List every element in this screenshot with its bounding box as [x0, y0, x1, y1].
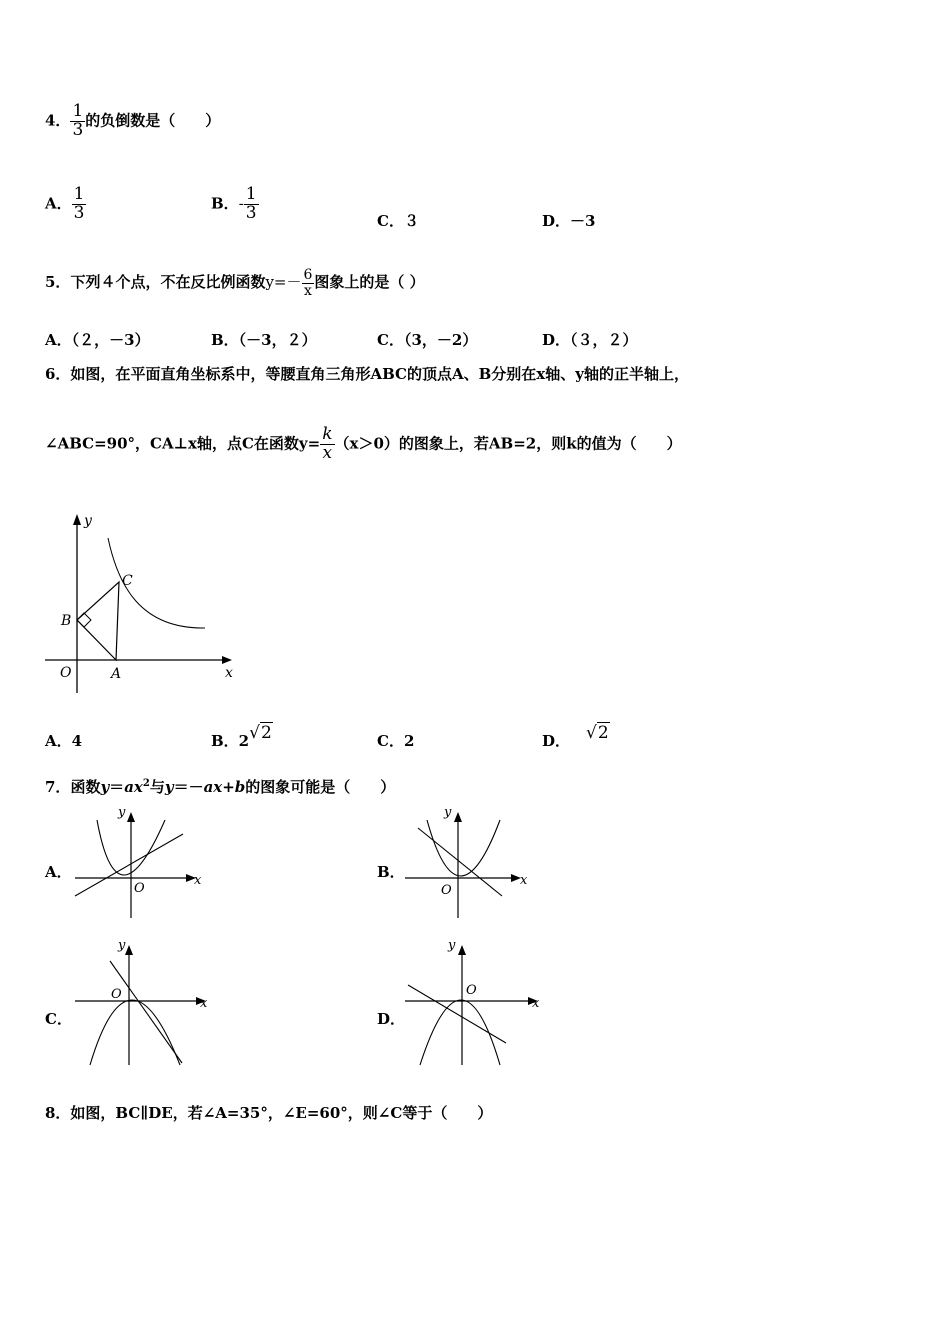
q6-option-a[interactable]: A．4	[45, 732, 83, 750]
fraction-numerator: 1	[73, 184, 85, 204]
option-label: B．2	[211, 732, 250, 750]
q7-option-c-label[interactable]: C．	[45, 1010, 72, 1028]
q7-option-c-graph[interactable]	[70, 935, 220, 1070]
right-angle-marker	[77, 613, 91, 627]
triangle-abc	[77, 582, 119, 660]
question-text-end: 图象上的是（ ）	[314, 273, 425, 292]
equals: ＝	[109, 778, 125, 796]
fraction	[302, 268, 315, 298]
question-text-end: （x＞0）的图象上，若AB=2，则k的值为（ ）	[334, 434, 682, 453]
term-linear: ax+b	[203, 778, 246, 796]
equals: ＝－	[173, 778, 204, 796]
question-text-end: 的图象可能是（ ）	[245, 778, 396, 796]
square-root: √2	[586, 723, 609, 743]
question-6-line-2	[45, 426, 682, 463]
question-text: 与	[149, 778, 165, 796]
fraction	[70, 103, 85, 140]
y-axis-arrow-icon	[127, 812, 135, 822]
x-axis-label: x	[532, 996, 540, 1011]
x-axis-label: x	[194, 873, 202, 888]
square-root: √2	[249, 723, 272, 743]
y-axis-arrow-icon	[458, 945, 466, 955]
q7-option-a-label[interactable]: A．	[45, 863, 72, 881]
parabola	[427, 820, 500, 876]
option-label: A．	[45, 194, 72, 213]
option-label: B．	[211, 194, 239, 213]
minus-sign: -	[238, 194, 244, 213]
question-5	[45, 268, 425, 298]
x-axis-label: x	[520, 873, 528, 888]
radicand: 2	[597, 723, 609, 743]
q4-option-d[interactable]: D．－3	[542, 212, 596, 230]
exponent: 2	[142, 778, 150, 789]
line	[110, 961, 182, 1063]
y-axis-arrow-icon	[125, 945, 133, 955]
fraction-numerator: 1	[72, 101, 84, 121]
option-label: D．	[542, 732, 571, 750]
origin-label: O	[134, 881, 145, 896]
question-4	[45, 103, 220, 140]
point-b-label: B	[61, 613, 72, 629]
function-lhs: y=－	[265, 273, 302, 292]
question-number: 5．	[45, 273, 71, 292]
y-axis-arrow-icon	[454, 812, 462, 822]
var-y: y	[100, 778, 110, 796]
x-axis-label: x	[225, 665, 233, 681]
fraction	[72, 186, 87, 223]
x-axis-label: x	[200, 996, 208, 1011]
fraction-denominator: 3	[73, 202, 85, 223]
y-axis-label: y	[444, 805, 452, 820]
question-6-line-1: 6．如图，在平面直角坐标系中，等腰直角三角形ABC的顶点A、B分别在x轴、y轴的正半轴上，	[45, 365, 689, 383]
fraction	[244, 186, 259, 223]
q7-option-b-graph[interactable]	[400, 802, 540, 920]
fraction-numerator: 1	[245, 184, 257, 204]
y-axis-label: y	[448, 938, 456, 953]
q7-option-d-label[interactable]: D．	[377, 1010, 406, 1028]
question-text: 的负倒数是（ ）	[85, 111, 221, 130]
term-ax: ax	[124, 778, 143, 796]
line	[408, 985, 506, 1043]
line	[75, 834, 183, 896]
y-axis-label: y	[84, 513, 92, 529]
parabola	[90, 1000, 180, 1065]
origin-label: O	[111, 987, 122, 1002]
fraction-denominator: x	[302, 283, 315, 299]
question-number: 7．	[45, 778, 71, 796]
fraction	[320, 426, 334, 463]
fraction-denominator: x	[320, 444, 334, 463]
origin-label: O	[441, 883, 452, 898]
q5-option-b[interactable]: B．（－3，２）	[211, 331, 317, 349]
q6-option-c[interactable]: C．2	[377, 732, 415, 750]
x-axis-arrow-icon	[222, 656, 232, 664]
q4-option-b[interactable]	[211, 186, 259, 223]
q5-option-d[interactable]: D．（３，２）	[542, 331, 638, 349]
q5-option-c[interactable]: C．（3，－2）	[377, 331, 478, 349]
var-y: y	[164, 778, 174, 796]
origin-label: O	[60, 665, 72, 681]
fraction-numerator: 6	[303, 267, 313, 283]
question-number: 4．	[45, 111, 71, 130]
y-axis-label: y	[118, 805, 126, 820]
point-a-label: A	[111, 666, 122, 682]
radicand: 2	[260, 723, 272, 743]
q7-option-a-graph[interactable]	[70, 802, 210, 920]
q7-option-b-label[interactable]: B．	[377, 863, 405, 881]
q7-option-d-graph[interactable]	[400, 935, 550, 1070]
question-text: 下列４个点，不在反比例函数	[70, 273, 266, 292]
q6-option-d[interactable]	[542, 723, 610, 751]
q5-option-a[interactable]: A．（２，－3）	[45, 331, 150, 349]
q4-option-c[interactable]: C．３	[377, 212, 419, 230]
point-c-label: C	[122, 573, 133, 589]
q6-option-b[interactable]	[211, 723, 273, 751]
question-7	[45, 776, 395, 797]
line	[418, 828, 502, 896]
question-text: 函数	[70, 778, 101, 796]
question-text: ∠ABC=90°，CA⊥x轴，点C在函数y=	[45, 434, 321, 453]
fraction-numerator: k	[322, 424, 333, 444]
q6-figure	[40, 505, 250, 695]
origin-label: O	[466, 983, 477, 998]
y-axis-arrow-icon	[73, 514, 81, 525]
fraction-denominator: 3	[245, 202, 257, 223]
y-axis-label: y	[118, 938, 126, 953]
question-8: 8．如图，BC∥DE，若∠A=35°，∠E=60°，则∠C等于（ ）	[45, 1104, 493, 1122]
q4-option-a[interactable]	[45, 186, 86, 223]
fraction-denominator: 3	[72, 119, 84, 140]
